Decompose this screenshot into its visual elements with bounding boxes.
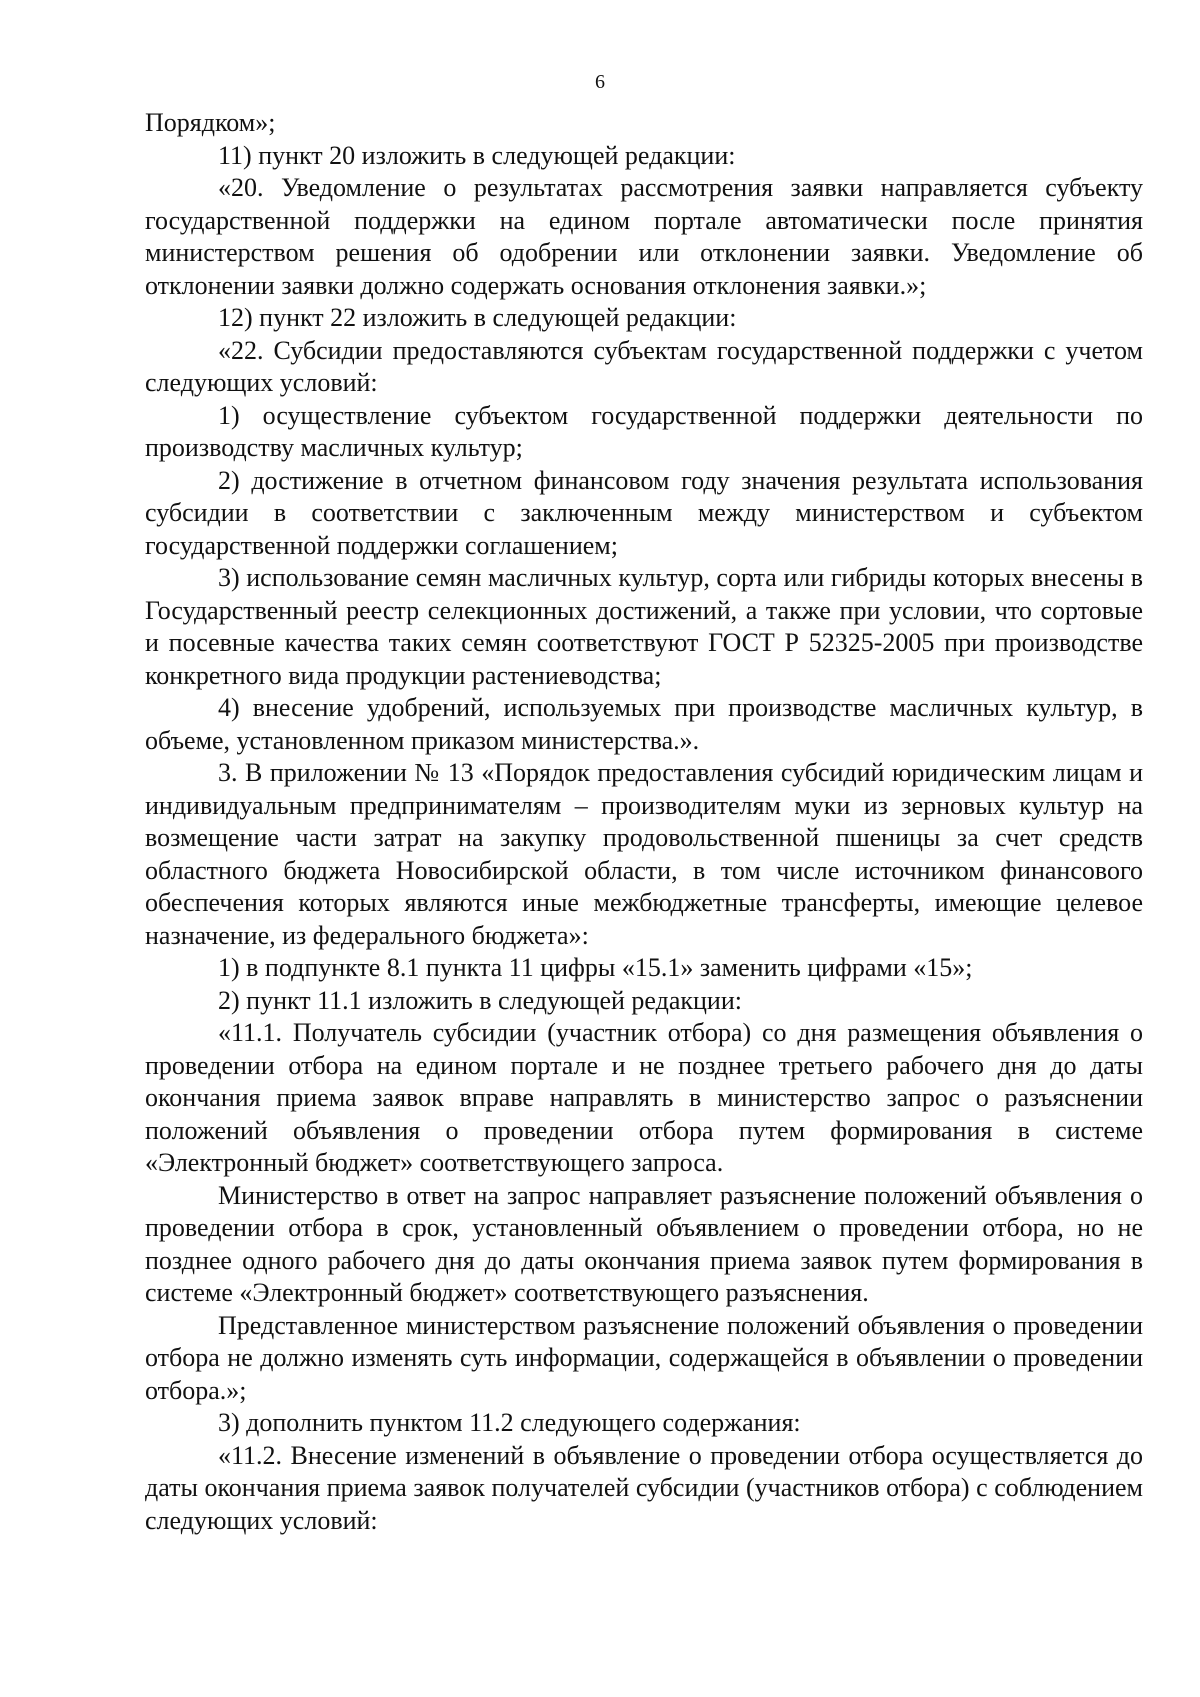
paragraph: «20. Уведомление о результатах рассмотрения заявки направляется субъекту государственной поддержки на едином портале автоматически после принятия министерством решения об одобрении или отклонении заявки. Уведомление об отклонении заявки должно содержать основания отклонения заявки.»; <box>145 173 1143 300</box>
paragraph: 4) внесение удобрений, используемых при производстве масличных культур, в объеме, установленном приказом министерства.». <box>145 693 1143 755</box>
paragraph: «22. Субсидии предоставляются субъектам государственной поддержки с учетом следующих условий: <box>145 335 1143 397</box>
document-body <box>145 107 1143 1537</box>
paragraph: Министерство в ответ на запрос направляет разъяснение положений объявления о проведении отбора в срок, установленный объявлением о проведении отбора, но не позднее одного рабочего дня до даты окончания приема заявок путем формирования в системе «Электронный бюджет» соответствующего разъяснения. <box>145 1180 1143 1307</box>
paragraph: Представленное министерством разъяснение положений объявления о проведении отбора не должно изменять суть информации, содержащейся в объявлении о проведении отбора.»; <box>145 1310 1143 1405</box>
paragraph: «11.2. Внесение изменений в объявление о проведении отбора осуществляется до даты окончания приема заявок получателей субсидии (участников отбора) с соблюдением следующих условий: <box>145 1440 1143 1535</box>
paragraph: 1) в подпункте 8.1 пункта 11 цифры «15.1» заменить цифрами «15»; <box>218 953 973 982</box>
paragraph: 11) пункт 20 изложить в следующей редакции: <box>218 140 736 170</box>
paragraph: 3) дополнить пунктом 11.2 следующего содержания: <box>218 1408 801 1437</box>
paragraph: 3) использование семян масличных культур, сорта или гибриды которых внесены в Государственный реестр селекционных достижений, а также при условии, что сортовые и посевные качества таких семян соответствуют ГОСТ Р 52325-2005 при производстве конкретного вида продукции растениеводства; <box>145 563 1143 690</box>
paragraph: 3. В приложении № 13 «Порядок предоставления субсидий юридическим лицам и индивидуальным предпринимателям – производителям муки из зерновых культур на возмещение части затрат на закупку продовольственной пшеницы за счет средств областного бюджета Новосибирской области, в том числе источником финансового обеспечения которых являются иные межбюджетные трансферты, имеющие целевое назначение, из федерального бюджета»: <box>145 758 1143 950</box>
page-number: 6 <box>595 71 605 93</box>
paragraph: 1) осуществление субъектом государственной поддержки деятельности по производству масличных культур; <box>145 400 1143 462</box>
paragraph: Порядком»; <box>145 108 276 137</box>
paragraph: 12) пункт 22 изложить в следующей редакции: <box>218 303 737 332</box>
paragraph: 2) пункт 11.1 изложить в следующей редакции: <box>218 985 742 1015</box>
paragraph: 2) достижение в отчетном финансовом году значения результата использования субсидии в соответствии с заключенным между министерством и субъектом государственной поддержки соглашением; <box>145 465 1143 560</box>
paragraph: «11.1. Получатель субсидии (участник отбора) со дня размещения объявления о проведении отбора на едином портале и не позднее третьего рабочего дня до даты окончания приема заявок вправе направлять в министерство запрос о разъяснении положений объявления о проведении отбора путем формирования в системе «Электронный бюджет» соответствующего запроса. <box>145 1018 1143 1177</box>
